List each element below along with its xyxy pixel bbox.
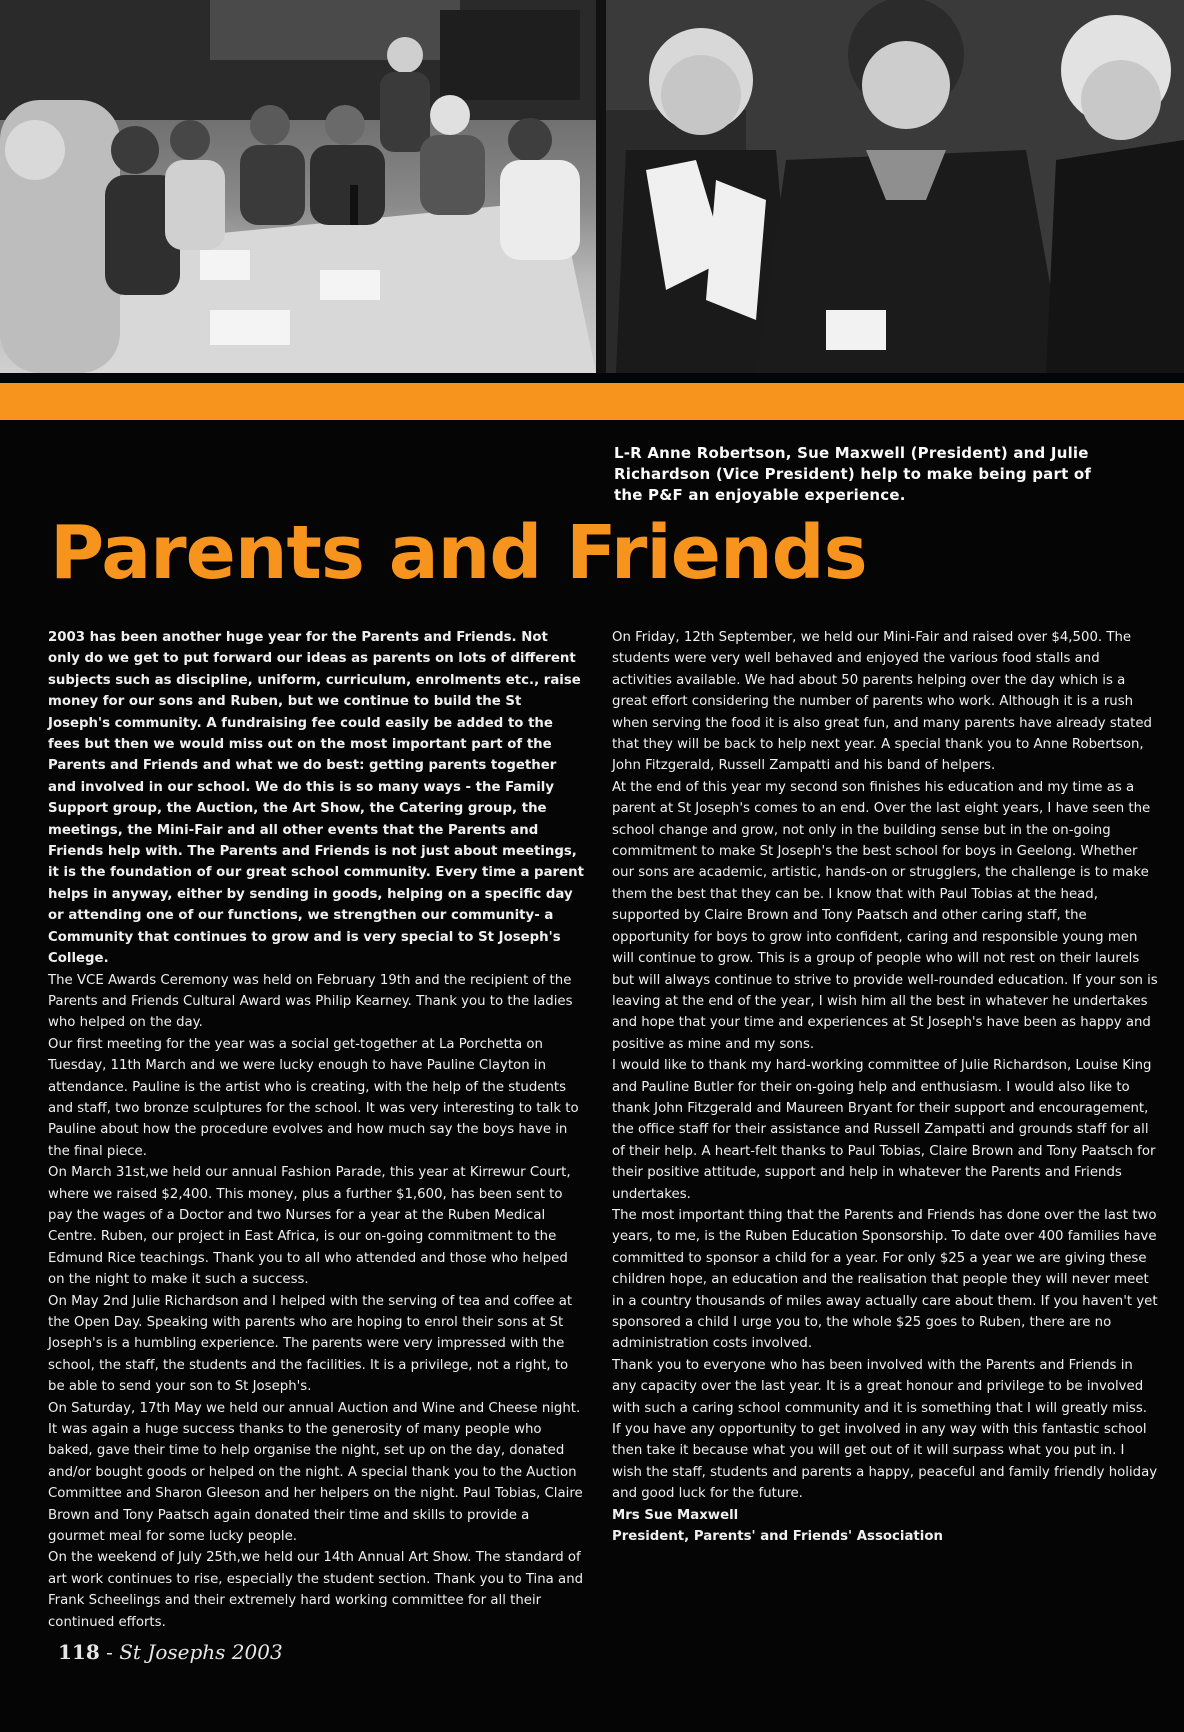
paragraph-farewell: At the end of this year my second son finishes his education and my time as a parent at St Joseph's comes to an end. Over the last eight years, I have seen the school change and grow, not only in the building sense but in the on-going commitment to make St Joseph's the best school for boys in Geelong. Whether our sons are academic, artistic, hands-on or strugglers, the challenge is to make them the best that they can be. I know that with Paul Tobias at the head, supported by Claire Brown and Tony Paatsch and other caring staff, the opportunity for boys to grow into confident, caring and responsible young men will continue to grow. This is a group of people who will not rest on their laurels but will always continue to strive to provide well-rounded education. If your son is leaving at the end of the year, I wish him all the best in whatever he undertakes and hope that your time and experiences at St Joseph's have been as happy and positive as mine and my sons. xyxy=(612,779,1158,1052)
photo-divider xyxy=(596,0,606,373)
publication-name: St Josephs 2003 xyxy=(119,1640,283,1664)
article-column-left xyxy=(48,627,584,1633)
page-number: 118 xyxy=(58,1640,100,1664)
photo-meeting-illustration xyxy=(0,0,596,373)
photo-committee-members xyxy=(606,0,1184,373)
orange-divider-band xyxy=(0,383,1184,420)
paragraph-vce-awards: The VCE Awards Ceremony was held on February 19th and the recipient of the Parents and Friends Cultural Award was Philip Kearney. Thank you to the ladies who helped on the day. xyxy=(48,972,573,1031)
paragraph-mini-fair: On Friday, 12th September, we held our Mini-Fair and raised over $4,500. The students were very well behaved and enjoyed the various food stalls and activities available. We had about 50 parents helping over the day which is a great effort considering the number of parents who work. Although it is a rush when serving the food it is also great fun, and many parents have already stated that they will be back to help next year. A special thank you to Anne Robertson, John Fitzgerald, Russell Zampatti and his band of helpers. xyxy=(612,630,1152,774)
paragraph-art-show: On the weekend of July 25th,we held our 14th Annual Art Show. The standard of art work continues to rise, especially the student section. Thank you to Tina and Frank Scheelings and their extremely hard working committee for all their continued efforts. xyxy=(48,1550,584,1630)
intro-paragraph: 2003 has been another huge year for the Parents and Friends. Not only do we get to put forward our ideas as parents on lots of different subjects such as discipline, uniform, curriculum, enrolments etc., raise money for our sons and Ruben, but we continue to build the St Joseph's community. A fundraising fee could easily be added to the fees but then we would miss out on the most important part of the Parents and Friends and what we do best: getting parents together and involved in our school. We do this is so many ways - the Family Support group, the Auction, the Art Show, the Catering group, the meetings, the Mini-Fair and all other events that the Parents and Friends help with. The Parents and Friends is not just about meetings, it is the foundation of our great school community. Every time a parent helps in anyway, either by sending in goods, helping on a specific day or attending one of our functions, we strengthen our community- a Community that continues to grow and is very special to St Joseph's College. xyxy=(48,630,584,967)
paragraph-thanks-committee: I would like to thank my hard-working committee of Julie Richardson, Louise King and Pauline Butler for their on-going help and enthusiasm. I would also like to thank John Fitzgerald and Maureen Bryant for their support and encouragement, the office staff for their assistance and Russell Zampatti and grounds staff for all of their help. A heart-felt thanks to Paul Tobias, Claire Brown and Tony Paatsch for their positive attitude, support and help in whatever the Parents and Friends undertakes. xyxy=(612,1058,1156,1202)
paragraph-open-day: On May 2nd Julie Richardson and I helped with the serving of tea and coffee at the Open Day. Speaking with parents who are hoping to enrol their sons at St Joseph's is a humbling experience. The parents were very impressed with the school, the staff, the students and the facilities. It is a privilege, not a right, to be able to send your son to St Joseph's. xyxy=(48,1293,573,1395)
page-title: Parents and Friends xyxy=(50,510,867,596)
paragraph-first-meeting: Our first meeting for the year was a social get-together at La Porchetta on Tuesday, 11th March and we were lucky enough to have Pauline Clayton in attendance. Pauline is the artist who is creating, with the help of the students and staff, two bronze sculptures for the school. It was very interesting to talk to Pauline about how the procedure evolves and how much say the boys have in the final piece. xyxy=(48,1036,579,1159)
page-footer xyxy=(58,1640,283,1664)
signature-title: President, Parents' and Friends' Association xyxy=(612,1529,943,1545)
photo-meeting-table xyxy=(0,0,596,373)
photo-caption: L-R Anne Robertson, Sue Maxwell (President) and Julie Richardson (Vice President) help to make being part of the P&F an enjoyable experience. xyxy=(614,444,1092,504)
paragraph-fashion-parade: On March 31st,we held our annual Fashion Parade, this year at Kirrewur Court, where we raised $2,400. This money, plus a further $1,600, has been sent to pay the wages of a Doctor and two Nurses for a year at the Ruben Medical Centre. Ruben, our project in East Africa, is our on-going commitment to the Edmund Rice teachings. Thank you to all who attended and those who helped on the night to make it such a success. xyxy=(48,1165,571,1288)
signature-name: Mrs Sue Maxwell xyxy=(612,1507,739,1523)
footer-separator: - xyxy=(99,1640,120,1664)
paragraph-closing: Thank you to everyone who has been involved with the Parents and Friends in any capacity over the last year. It is a great honour and privilege to be involved with such a caring school community and it is something that I will greatly miss. If you have any opportunity to get involved in any way with this fantastic school then take it because what you will get out of it will surpass what you put in. I wish the staff, students and parents a happy, peaceful and family friendly holiday and good luck for the future. xyxy=(612,1357,1158,1502)
paragraph-ruben-sponsorship: The most important thing that the Parents and Friends has done over the last two years, to me, is the Ruben Education Sponsorship. To date over 400 families have committed to sponsor a child for a year. For only $25 a year we are giving these children hope, an education and the realisation that people they will never meet in a country thousands of miles away actually care about them. If you haven't yet sponsored a child I urge you to, the whole $25 goes to Ruben, there are no administration costs involved. xyxy=(612,1207,1158,1352)
article-column-right xyxy=(612,627,1158,1547)
paragraph-auction: On Saturday, 17th May we held our annual Auction and Wine and Cheese night. It was again a huge success thanks to the generosity of many people who baked, gave their time to help organise the night, set up on the day, donated and/or bought goods or helped on the night. A special thank you to the Auction Committee and Sharon Gleeson and her helpers on the night. Paul Tobias, Claire Brown and Tony Paatsch again donated their time and skills to provide a gourmet meal for some lucky people. xyxy=(48,1400,583,1545)
photo-strip xyxy=(0,0,1184,373)
photo-committee-illustration xyxy=(606,0,1184,373)
